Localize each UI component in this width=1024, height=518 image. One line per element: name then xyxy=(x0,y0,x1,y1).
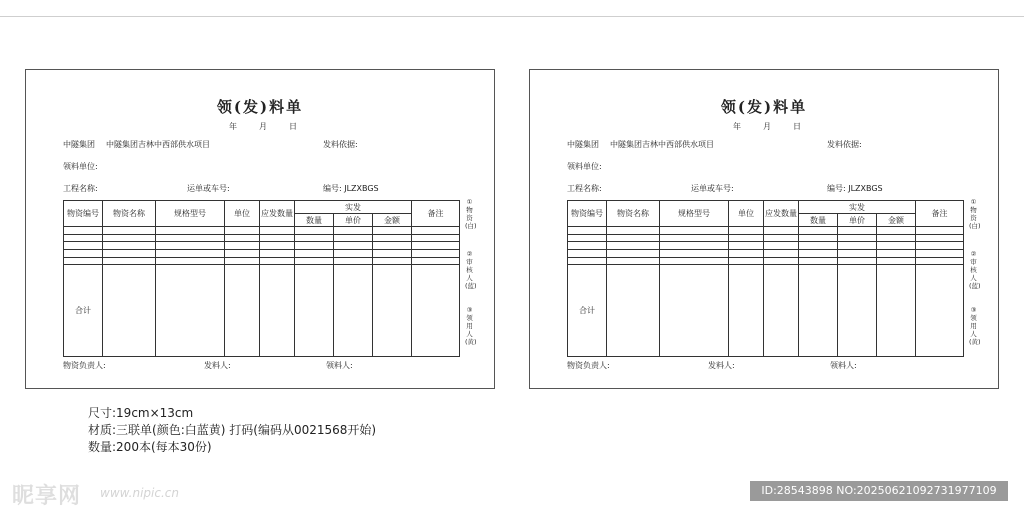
footer-receiver: 领料人: xyxy=(830,361,857,370)
receiving-unit-label: 领料单位: xyxy=(63,162,98,171)
footer-material-manager: 物资负责人: xyxy=(63,361,106,370)
table-row xyxy=(568,227,964,235)
requisition-form-left xyxy=(25,69,495,389)
project-name-label: 工程名称: xyxy=(63,184,98,193)
table-row xyxy=(568,249,964,257)
header-remark: 备注 xyxy=(916,201,964,227)
side-note-yellow: ③领用人(黄) xyxy=(969,306,981,346)
header-remark: 备注 xyxy=(412,201,460,227)
top-divider xyxy=(0,16,1024,17)
table-row xyxy=(64,227,460,235)
header-unit: 单位 xyxy=(225,201,260,227)
date-month: 月 xyxy=(259,122,267,131)
date-day: 日 xyxy=(289,122,297,131)
date-day: 日 xyxy=(793,122,801,131)
header-actual: 实发 xyxy=(295,201,412,214)
table-row xyxy=(568,234,964,242)
side-note-white: ①物资(白) xyxy=(969,198,981,230)
material-table xyxy=(63,200,460,357)
date-year: 年 xyxy=(229,122,237,131)
header-spec-model: 规格型号 xyxy=(156,201,225,227)
spec-quantity: 数量:200本(每本30份) xyxy=(88,440,212,454)
issue-basis-label: 发料依据: xyxy=(323,140,358,149)
spec-size: 尺寸:19cm×13cm xyxy=(88,406,194,420)
side-note-blue: ②审核人(蓝) xyxy=(465,250,477,290)
company-label: 中隧集团 xyxy=(567,140,599,149)
code-label: 编号: JLZXBGS xyxy=(827,184,883,193)
side-note-yellow: ③领用人(黄) xyxy=(465,306,477,346)
side-note-white: ①物资(白) xyxy=(465,198,477,230)
side-note-blue: ②审核人(蓝) xyxy=(969,250,981,290)
header-actual: 实发 xyxy=(799,201,916,214)
table-row xyxy=(568,242,964,250)
spec-material: 材质:三联单(颜色:白蓝黄) 打码(编码从0021568开始) xyxy=(88,423,377,437)
company-label: 中隧集团 xyxy=(63,140,95,149)
requisition-form-right xyxy=(529,69,999,389)
code-label: 编号: JLZXBGS xyxy=(323,184,379,193)
header-material-code: 物资编号 xyxy=(64,201,103,227)
waybill-label: 运单或车号: xyxy=(187,184,230,193)
waybill-label: 运单或车号: xyxy=(691,184,734,193)
material-table xyxy=(567,200,964,357)
footer-issuer: 发料人: xyxy=(204,361,231,370)
header-material-name: 物资名称 xyxy=(607,201,660,227)
table-row xyxy=(64,234,460,242)
header-unit-price: 单价 xyxy=(334,214,373,227)
receiving-unit-label: 领料单位: xyxy=(567,162,602,171)
table-row xyxy=(568,257,964,265)
watermark-logo: 昵享网 xyxy=(12,484,82,509)
header-material-code: 物资编号 xyxy=(568,201,607,227)
project-name-label: 工程名称: xyxy=(567,184,602,193)
header-material-name: 物资名称 xyxy=(103,201,156,227)
table-row xyxy=(64,249,460,257)
header-unit-price: 单价 xyxy=(838,214,877,227)
issue-basis-label: 发料依据: xyxy=(827,140,862,149)
header-qty-due: 应发数量 xyxy=(260,201,295,227)
date-year: 年 xyxy=(733,122,741,131)
total-row xyxy=(64,265,460,357)
header-qty: 数量 xyxy=(295,214,334,227)
header-qty-due: 应发数量 xyxy=(764,201,799,227)
form-title: 领(发)料单 xyxy=(720,98,808,116)
total-label: 合计 xyxy=(64,265,103,357)
total-label: 合计 xyxy=(568,265,607,357)
project-label: 中隧集团吉林中西部供水项目 xyxy=(106,140,210,149)
header-spec-model: 规格型号 xyxy=(660,201,729,227)
total-row xyxy=(568,265,964,357)
footer-issuer: 发料人: xyxy=(708,361,735,370)
footer-receiver: 领料人: xyxy=(326,361,353,370)
form-title: 领(发)料单 xyxy=(216,98,304,116)
table-row xyxy=(64,257,460,265)
watermark-url: www.nipic.cn xyxy=(100,486,179,500)
table-row xyxy=(64,242,460,250)
footer-material-manager: 物资负责人: xyxy=(567,361,610,370)
image-id-bar: ID:28543898 NO:20250621092731977109 xyxy=(750,481,1008,501)
header-amount: 金额 xyxy=(877,214,916,227)
header-unit: 单位 xyxy=(729,201,764,227)
project-label: 中隧集团吉林中西部供水项目 xyxy=(610,140,714,149)
header-qty: 数量 xyxy=(799,214,838,227)
date-month: 月 xyxy=(763,122,771,131)
header-amount: 金额 xyxy=(373,214,412,227)
